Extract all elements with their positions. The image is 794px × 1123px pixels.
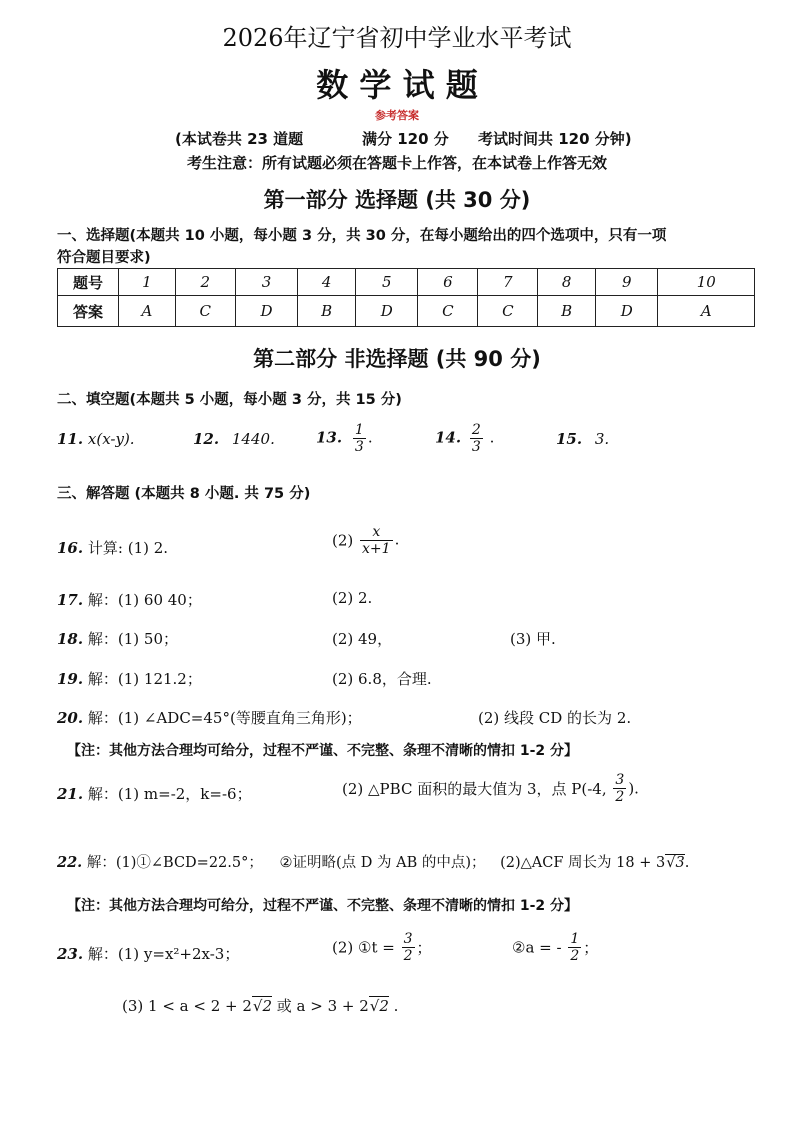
q23-row (57, 943, 239, 964)
q22-part3: (2)△ACF 周长为 18 + 3 (500, 855, 666, 871)
answer-cell: D (595, 296, 658, 327)
q21-part2: (2) △PBC 面积的最大值为 3，点 P(-4, (342, 780, 607, 799)
question-number-label: 题号 (58, 269, 119, 296)
exam-title: 2026年辽宁省初中学业水平考试 (222, 24, 572, 52)
grading-note-2: 【注：其他方法合理均可给分，过程不严谨、不完整、条理不清晰的情扣 1-2 分】 (67, 898, 579, 914)
q23-part4-b: 或 a > 3 + 2 (272, 997, 369, 1015)
question-number: 2 (175, 269, 235, 296)
info-time: 考试时间共 120 分钟) (478, 130, 632, 148)
fill-answers: 11. x(x-y). (57, 430, 135, 448)
question-number: 4 (298, 269, 356, 296)
part2-heading: 第二部分 非选择题 (共 90 分) (253, 347, 541, 371)
exam-notice: 考生注意：所有试题必须在答题卡上作答，在本试卷上作答无效 (186, 154, 607, 172)
q18-part1: 解：(1) 50； (87, 630, 178, 648)
q15-answer: 3. (594, 430, 610, 448)
q22-tail: . (684, 855, 690, 871)
answer-cell: B (298, 296, 356, 327)
answer-key-stamp: 参考答案 (375, 109, 419, 122)
question-number: 9 (595, 269, 658, 296)
q16-number: 16 (57, 539, 78, 557)
answer-cell: D (355, 296, 418, 327)
q15-number: 15. (556, 430, 583, 448)
solve-heading: 三、解答题 (本题共 8 小题. 共 75 分) (57, 486, 311, 502)
q20-part2: (2) 线段 CD 的长为 2. (478, 709, 632, 727)
q17-part1: 解：(1) 60 40； (87, 591, 202, 609)
q21-row: 21. 解：(1) m=-2，k=-6； (57, 785, 252, 803)
question-number: 7 (478, 269, 538, 296)
fill-heading: 二、填空题(本题共 5 小题，每小题 3 分，共 15 分) (57, 392, 402, 408)
q16-part1: 计算: (1) 2. (87, 539, 169, 557)
part1-heading: 第一部分 选择题 (共 30 分) (263, 188, 531, 212)
q16-row: 16. 计算: (1) 2. (57, 539, 169, 557)
q12-number: 12. (193, 430, 220, 448)
info-questions: (本试卷共 23 道题 (175, 130, 304, 148)
q11-answer: x(x-y). (87, 430, 135, 448)
q22-part2: ②证明略(点 D 为 AB 的中点)； (279, 855, 486, 871)
q20-number: 20 (57, 709, 78, 727)
question-number: 1 (119, 269, 176, 296)
q22-part1: 解：(1)①∠BCD=22.5°； (86, 855, 263, 871)
q17-row: 17. 解：(1) 60 40； (57, 591, 202, 609)
q17-part2: (2) 2. (332, 589, 373, 607)
q19-row: 19. 解：(1) 121.2； (57, 670, 202, 688)
q23-part2-tail: ； (416, 939, 432, 958)
q18-row: 18. 解：(1) 50； (57, 630, 178, 648)
q23-number: 23. (57, 945, 84, 963)
q23-part3: ②a = - (512, 938, 562, 957)
part1-instructions-line1: 一、选择题(本题共 10 小题，每小题 3 分，共 30 分，在每小题给出的四个选项中，只有一项 (57, 228, 667, 244)
q20-row: 20. 解：(1) ∠ADC=45°(等腰直角三角形)； (57, 709, 362, 727)
answer-cell: B (538, 296, 596, 327)
q16-part2-label: (2) (332, 531, 354, 550)
q19-part2: (2) 6.8，合理. (332, 670, 432, 688)
q22-row (57, 851, 689, 872)
q23-part4-tail: . (388, 997, 399, 1015)
q23-part2: (2) ①t = (332, 938, 395, 957)
q17-number: 17 (57, 591, 78, 609)
answer-label: 答案 (58, 296, 119, 327)
info-score: 满分 120 分 (362, 130, 449, 148)
q18-part2: (2) 49， (332, 630, 393, 648)
q13-number: 13. (316, 428, 343, 447)
q22-root: √3 (666, 855, 685, 871)
question-number: 8 (538, 269, 596, 296)
q21-number: 21 (57, 785, 78, 803)
q21-part1: 解：(1) m=-2，k=-6； (87, 785, 252, 803)
answer-cell: A (658, 296, 755, 327)
q23-part4-a: (3) 1 < a < 2 + 2 (122, 997, 252, 1015)
answer-cell: A (119, 296, 176, 327)
q23-part2-fraction: $\frac{3}{2}$ (403, 931, 413, 965)
q23-part1: 解：(1) y=x²+2x-3； (87, 945, 240, 963)
q20-part1: 解：(1) ∠ADC=45°(等腰直角三角形)； (87, 709, 362, 727)
q18-part3: (3) 甲. (510, 630, 556, 648)
q23-root1: √2 (252, 997, 273, 1015)
q14-fraction: $\frac{2}{3}$ (471, 422, 481, 456)
q14-number: 14. (435, 428, 462, 447)
answer-table (57, 268, 755, 327)
q21-tail: ). (628, 779, 639, 798)
q23-part4 (122, 995, 398, 1016)
question-number: 3 (235, 269, 298, 296)
part1-instructions-line2: 符合题目要求) (57, 250, 151, 266)
question-number: 6 (418, 269, 478, 296)
q16-fraction: $\frac{x}{x+1}$ (362, 524, 391, 558)
q13-fraction: $\frac{1}{3}$ (354, 422, 364, 456)
q22-number: 22. (57, 854, 83, 871)
question-number: 5 (355, 269, 418, 296)
q18-number: 18 (57, 630, 78, 648)
question-number-row (58, 269, 755, 296)
exam-subject: 数 学 试 题 (316, 66, 478, 104)
q19-number: 19 (57, 670, 78, 688)
answer-cell: C (478, 296, 538, 327)
q21-fraction: $\frac{3}{2}$ (615, 772, 625, 806)
answer-cell: C (175, 296, 235, 327)
q23-root2: √2 (369, 997, 389, 1015)
q12-answer: 1440. (231, 430, 275, 448)
q11-number: 11 (57, 430, 78, 448)
q19-part1: 解：(1) 121.2； (87, 670, 202, 688)
grading-note: 【注：其他方法合理均可给分，过程不严谨、不完整、条理不清晰的情扣 1-2 分】 (67, 743, 579, 759)
answer-row (58, 296, 755, 327)
q23-part3-tail: ； (583, 939, 599, 958)
answer-cell: D (235, 296, 298, 327)
q23-part3-fraction: $\frac{1}{2}$ (570, 931, 580, 965)
answer-cell: C (418, 296, 478, 327)
question-number: 10 (658, 269, 755, 296)
